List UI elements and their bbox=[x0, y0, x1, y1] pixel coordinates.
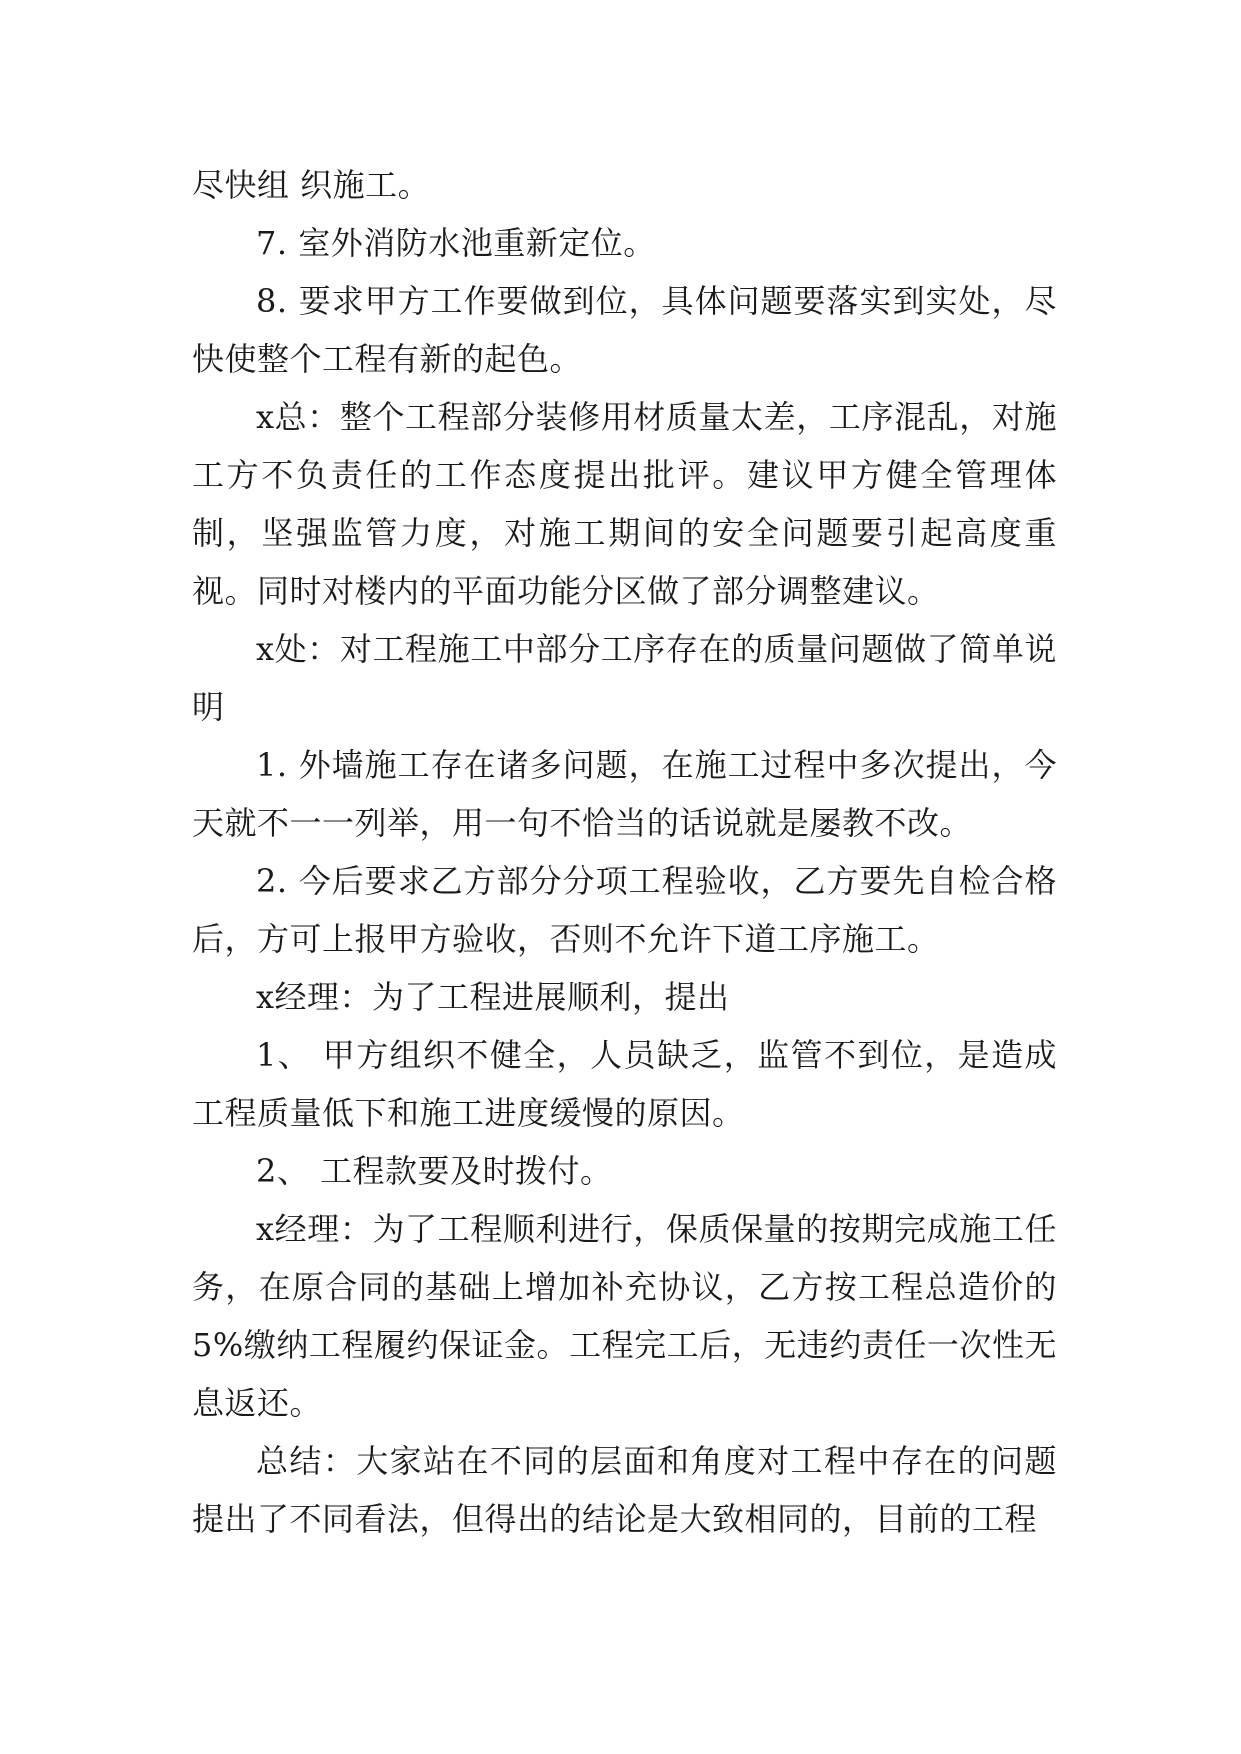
paragraph-summary: 总结：大家站在不同的层面和角度对工程中存在的问题提出了不同看法，但得出的结论是大致相同的，目前的工程 bbox=[192, 1442, 1057, 1538]
paragraph-item-8: 8. 要求甲方工作要做到位，具体问题要落实到实处，尽快使整个工程有新的起色。 bbox=[192, 282, 1057, 378]
paragraph-x-chu: x处：对工程施工中部分工序存在的质量问题做了简单说明 bbox=[192, 630, 1057, 726]
paragraph-chu-item-1: 1. 外墙施工存在诸多问题，在施工过程中多次提出，今天就不一一列举，用一句不恰当的话说就是屡教不改。 bbox=[192, 746, 1057, 842]
document-body bbox=[192, 156, 1057, 1548]
paragraph-chu-item-2: 2. 今后要求乙方部分分项工程验收，乙方要先自检合格后，方可上报甲方验收，否则不允许下道工序施工。 bbox=[192, 862, 1057, 958]
paragraph-x-manager-1: x经理：为了工程进展顺利，提出 bbox=[256, 978, 730, 1016]
paragraph-continuation: 尽快组 织施工。 bbox=[192, 166, 431, 204]
paragraph-manager-item-1: 1、 甲方组织不健全，人员缺乏，监管不到位，是造成工程质量低下和施工进度缓慢的原因。 bbox=[192, 1036, 1057, 1132]
paragraph-item-7: 7. 室外消防水池重新定位。 bbox=[256, 224, 656, 262]
paragraph-x-zong: x总：整个工程部分装修用材质量太差，工序混乱，对施工方不负责任的工作态度提出批评。建议甲方健全管理体制，坚强监管力度，对施工期间的安全问题要引起高度重视。同时对楼内的平面功能分区做了部分调整建议。 bbox=[192, 398, 1057, 610]
paragraph-manager-item-2: 2、 工程款要及时拨付。 bbox=[256, 1152, 613, 1190]
paragraph-x-manager-2: x经理：为了工程顺利进行，保质保量的按期完成施工任务，在原合同的基础上增加补充协议，乙方按工程总造价的5%缴纳工程履约保证金。工程完工后，无违约责任一次性无息返还。 bbox=[192, 1210, 1057, 1422]
